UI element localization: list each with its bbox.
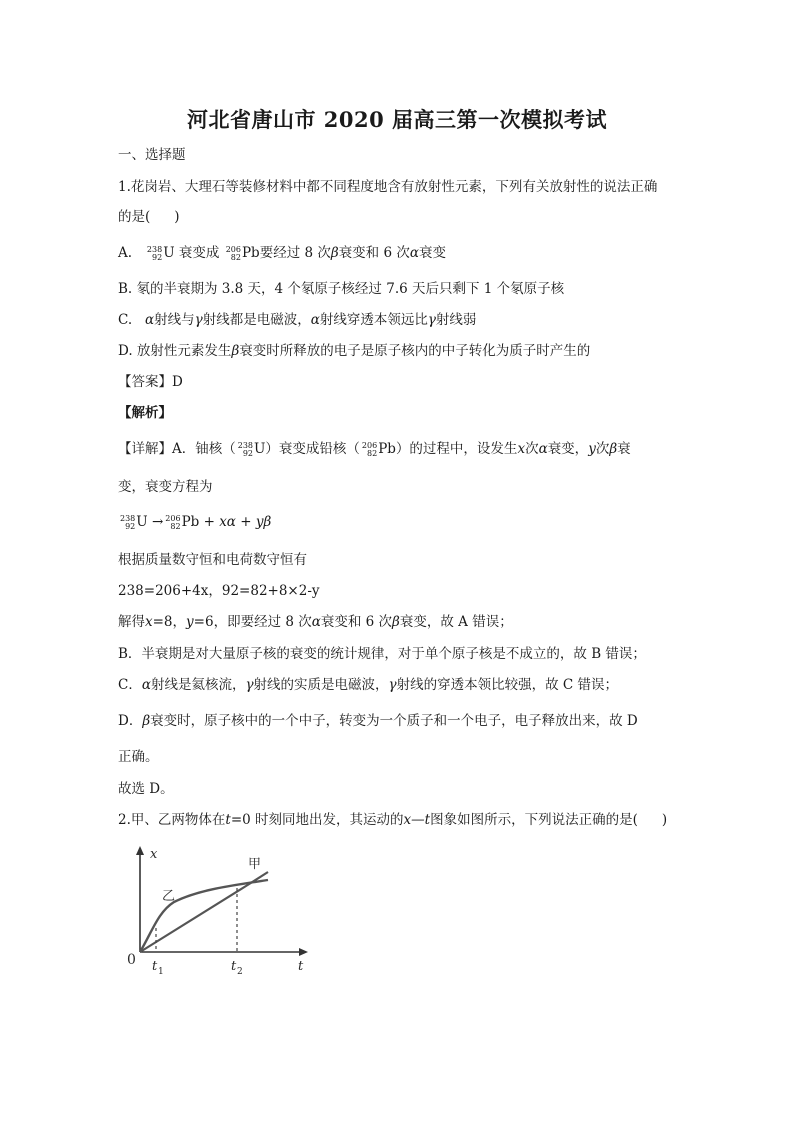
- explanation-text: 射线是氦核流，: [150, 677, 246, 693]
- explanation-text: 射线的实质是电磁波，: [253, 677, 389, 693]
- option-text: 射线都是电磁波，: [202, 312, 311, 328]
- lead-nuclide: 206 82: [361, 440, 378, 458]
- var-x: x: [517, 441, 526, 457]
- solution-text: 衰变和 6 次: [320, 614, 393, 630]
- q1-option-a: [118, 244, 446, 262]
- lead-symbol: Pb: [241, 245, 260, 261]
- uranium-symbol: U: [136, 514, 148, 530]
- uranium-nuclide: 238 92: [237, 440, 254, 458]
- tick-t2: t: [231, 959, 237, 974]
- q1-stem-line2: [118, 208, 180, 226]
- solution-text: 衰变，故 A 错误；: [399, 614, 513, 630]
- solution-text: 解得: [118, 614, 145, 630]
- var-t: t: [225, 812, 231, 828]
- lead-nuclide: 206 82: [225, 244, 241, 262]
- q1-option-d: [118, 342, 590, 360]
- arrow: →: [151, 514, 164, 530]
- label-yi: 乙: [162, 889, 176, 904]
- option-text: 射线弱: [435, 312, 477, 328]
- option-text: 衰变成: [178, 245, 220, 261]
- gamma-symbol: γ: [245, 677, 254, 693]
- tick-t1: t: [152, 959, 158, 974]
- explanation-text: C．: [118, 677, 142, 693]
- lead-symbol: Pb: [181, 514, 200, 530]
- page-title: 河北省唐山市 2020 届高三第一次模拟考试: [186, 107, 608, 132]
- final-choice: 故选 D。: [118, 781, 174, 797]
- q1-stem-text: 的是(: [118, 209, 151, 225]
- alpha-symbol: α: [311, 614, 321, 630]
- label-jia: 甲: [248, 857, 262, 872]
- beta-symbol: β: [231, 343, 240, 359]
- explanation-text: 衰变时，原子核中的一个中子，转变为一个质子和一个电子，电子释放出来，故 D: [150, 713, 638, 729]
- detail-text: ）的过程中，设发生: [395, 441, 518, 457]
- var-y: y: [588, 441, 596, 457]
- tick-t1-sub: 1: [158, 967, 164, 977]
- xt-graph: [118, 842, 338, 980]
- q1-stem-line1: 1.花岗岩、大理石等装修材料中都不同程度地含有放射性元素，下列有关放射性的说法正确: [118, 179, 658, 195]
- alpha-symbol: α: [538, 441, 548, 457]
- option-text: 衰变和 6 次: [338, 245, 410, 261]
- line-jia: [140, 872, 268, 952]
- alpha-symbol: α: [141, 677, 151, 693]
- y-axis-label: x: [150, 847, 158, 862]
- explanation-b: B．半衰期是对大量原子核的衰变的统计规律，对于单个原子核是不成立的，故 B 错误；: [118, 646, 646, 662]
- option-text: D. 放射性元素发生: [118, 343, 232, 359]
- uranium-symbol: U: [254, 441, 266, 457]
- x-axis-label: t: [298, 959, 304, 974]
- xt-label: x—t: [403, 812, 431, 828]
- x-axis-arrow: [299, 948, 308, 956]
- q2-text: 2.甲、乙两物体在: [118, 812, 226, 828]
- explanation-d: [118, 712, 638, 730]
- explanation-text: D．: [118, 713, 143, 729]
- q2-text: 图象如图所示，下列说法正确的是(: [430, 812, 638, 828]
- uranium-symbol: U: [163, 245, 175, 261]
- conservation-text: 根据质量数守恒和电荷数守恒有: [118, 552, 307, 568]
- detail-text: ）衰变成铅核（: [265, 441, 360, 457]
- var-y: y: [186, 614, 194, 630]
- option-text: 射线与: [154, 312, 195, 328]
- explanation-text: 射线的穿透本领比较强，故 C 错误；: [396, 677, 619, 693]
- beta-symbol: β: [392, 614, 400, 630]
- q1-detail-line2: 变，衰变方程为: [118, 479, 213, 495]
- solution-text: =8，: [152, 614, 187, 630]
- option-label: A.: [118, 245, 133, 261]
- q1-option-c: [118, 311, 476, 329]
- lead-nuclide: 206 82: [165, 513, 181, 531]
- conservation-equations: 238=206+4x，92=82+8×2-y: [118, 583, 320, 599]
- gamma-symbol: γ: [388, 677, 397, 693]
- origin-label: 0: [127, 952, 136, 968]
- gamma-symbol: γ: [427, 312, 436, 328]
- detail-text: 次: [595, 441, 610, 457]
- gamma-symbol: γ: [194, 312, 203, 328]
- decay-equation: [118, 513, 271, 531]
- equation-rest: + xα + yβ: [203, 514, 272, 530]
- q1-analysis-heading: 【解析】: [118, 405, 172, 421]
- solution-text: =6，即要经过 8 次: [193, 614, 312, 630]
- option-text: 要经过 8 次: [259, 245, 331, 261]
- q2-text: =0 时刻同地出发，其运动的: [230, 812, 404, 828]
- section-heading: 一、选择题: [118, 147, 186, 163]
- q1-stem-close: ): [174, 209, 180, 225]
- y-axis-arrow: [136, 846, 144, 855]
- detail-text: 衰: [617, 441, 631, 457]
- q2-text: ): [661, 812, 668, 828]
- beta-symbol: β: [330, 245, 339, 261]
- alpha-symbol: α: [310, 312, 320, 328]
- detail-text: 衰变，: [547, 441, 589, 457]
- lead-symbol: Pb: [378, 441, 396, 457]
- explanation-c: [118, 676, 618, 694]
- tick-t2-sub: 2: [237, 967, 243, 977]
- option-text: 衰变时所释放的电子是原子核内的中子转化为质子时产生的: [239, 343, 591, 359]
- solution-line: [118, 613, 513, 631]
- option-text: 射线穿透本领远比: [319, 312, 428, 328]
- var-x: x: [145, 614, 153, 630]
- option-text: 衰变: [418, 245, 446, 261]
- option-label: C.: [118, 312, 133, 328]
- q1-option-b: B. 氡的半衰期为 3.8 天，4 个氡原子核经过 7.6 天后只剩下 1 个氡原子核: [118, 281, 565, 297]
- uranium-nuclide: 238 92: [146, 244, 163, 262]
- detail-text: 次: [525, 441, 539, 457]
- explanation-d-cont: 正确。: [118, 749, 159, 765]
- beta-symbol: β: [609, 441, 618, 457]
- alpha-symbol: α: [409, 245, 419, 261]
- q1-answer: 【答案】D: [118, 374, 183, 390]
- beta-symbol: β: [142, 713, 151, 729]
- uranium-nuclide: 238 92: [120, 513, 136, 531]
- q1-detail-line1: [118, 440, 631, 458]
- detail-text: 【详解】A．铀核（: [118, 441, 236, 457]
- alpha-symbol: α: [145, 312, 155, 328]
- q2-stem: [118, 811, 667, 829]
